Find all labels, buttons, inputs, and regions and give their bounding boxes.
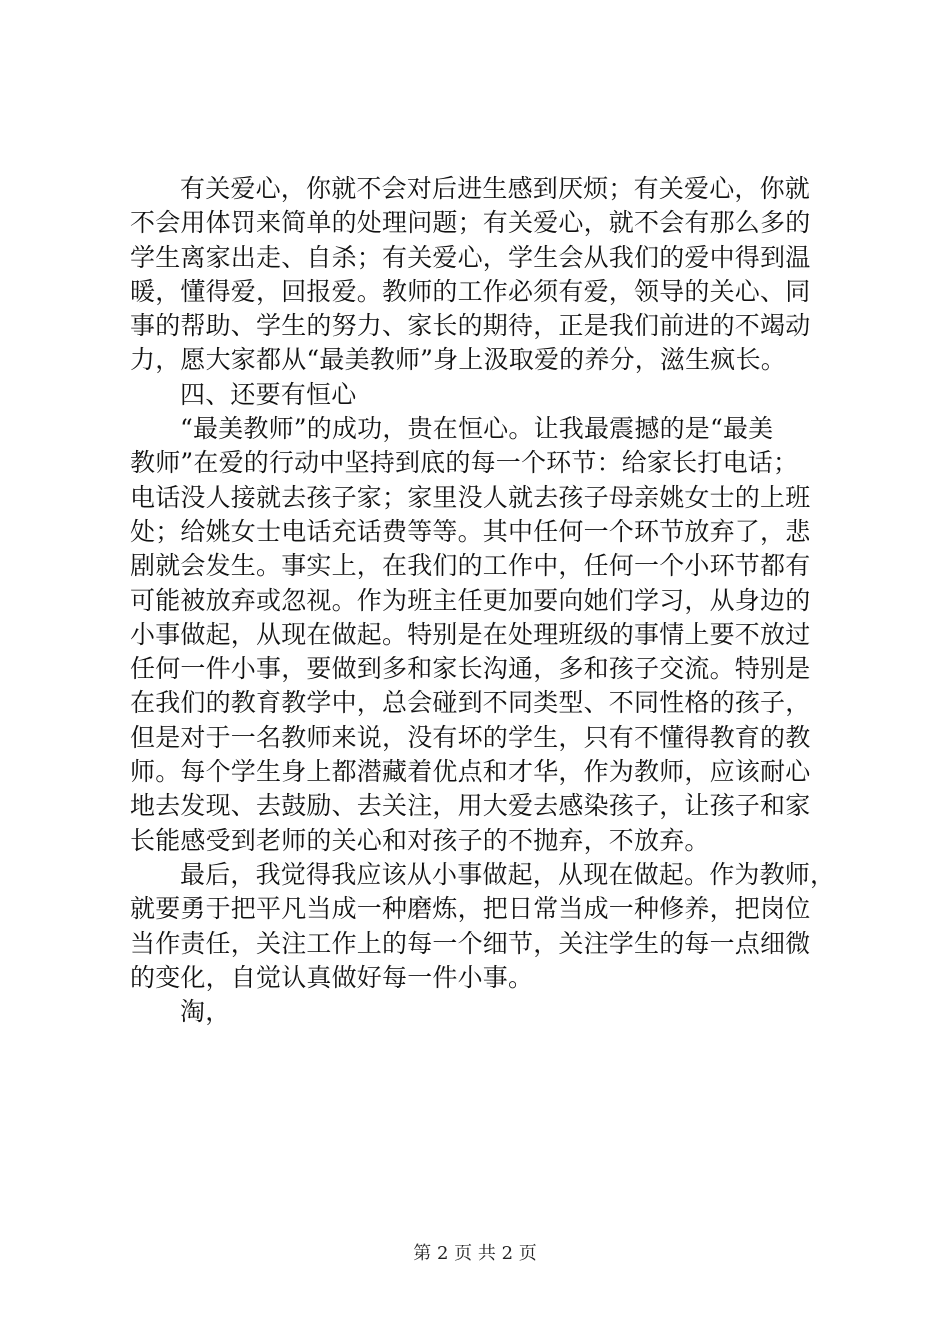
paragraph-line: 地去发现、去鼓励、去关注，用大爱去感染孩子，让孩子和家 [130,791,811,821]
paragraph-line: 但是对于一名教师来说，没有坏的学生，只有不懂得教育的教 [130,722,811,752]
paragraph-line: 小事做起，从现在做起。特别是在处理班级的事情上要不放过 [130,619,811,649]
paragraph-line: 任何一件小事，要做到多和家长沟通，多和孩子交流。特别是 [130,654,811,684]
paragraph-line: 最后，我觉得我应该从小事做起，从现在做起。作为教师， [180,859,836,889]
document-body [130,172,836,1029]
paragraph-line: 在我们的教育教学中，总会碰到不同类型、不同性格的孩子， [130,688,811,718]
paragraph-line: 就要勇于把平凡当成一种磨炼，把日常当成一种修养，把岗位 [130,894,811,924]
paragraph-line: 教师”在爱的行动中坚持到底的每一个环节：给家长打电话； [130,448,799,478]
paragraph-line: 处；给姚女士电话充话费等等。其中任何一个环节放弃了，悲 [130,516,811,546]
paragraph-line: 力，愿大家都从“最美教师”身上汲取爱的养分，滋生疯长。 [130,345,786,375]
paragraph-line: 学生离家出走、自杀；有关爱心，学生会从我们的爱中得到温 [130,242,811,272]
paragraph-line: 事的帮助、学生的努力、家长的期待，正是我们前进的不竭动 [130,311,811,341]
paragraph-line: 电话没人接就去孩子家；家里没人就去孩子母亲姚女士的上班 [130,482,811,512]
section-heading: 四、还要有恒心 [180,379,357,409]
paragraph-line: 有关爱心，你就不会对后进生感到厌烦；有关爱心，你就 [180,174,811,203]
page-number-footer: 第 2 页 共 2 页 [413,1243,537,1264]
paragraph-line: 长能感受到老师的关心和对孩子的不抛弃，不放弃。 [130,825,710,855]
paragraph-line: 可能被放弃或忽视。作为班主任更加要向她们学习，从身边的 [130,585,811,615]
paragraph-line: “最美教师”的成功，贵在恒心。让我最震撼的是“最美 [180,414,774,444]
paragraph-line: 淘， [180,997,231,1027]
paragraph-line: 不会用体罚来简单的处理问题；有关爱心，就不会有那么多的 [130,208,811,238]
paragraph-line: 剧就会发生。事实上，在我们的工作中，任何一个小环节都有 [130,551,811,581]
paragraph-line: 当作责任，关注工作上的每一个细节，关注学生的每一点细微 [130,928,811,958]
paragraph-line: 的变化，自觉认真做好每一件小事。 [130,962,534,992]
paragraph-line: 暖，懂得爱，回报爱。教师的工作必须有爱，领导的关心、同 [130,276,811,306]
paragraph-line: 师。每个学生身上都潜藏着优点和才华，作为教师，应该耐心 [130,757,811,787]
